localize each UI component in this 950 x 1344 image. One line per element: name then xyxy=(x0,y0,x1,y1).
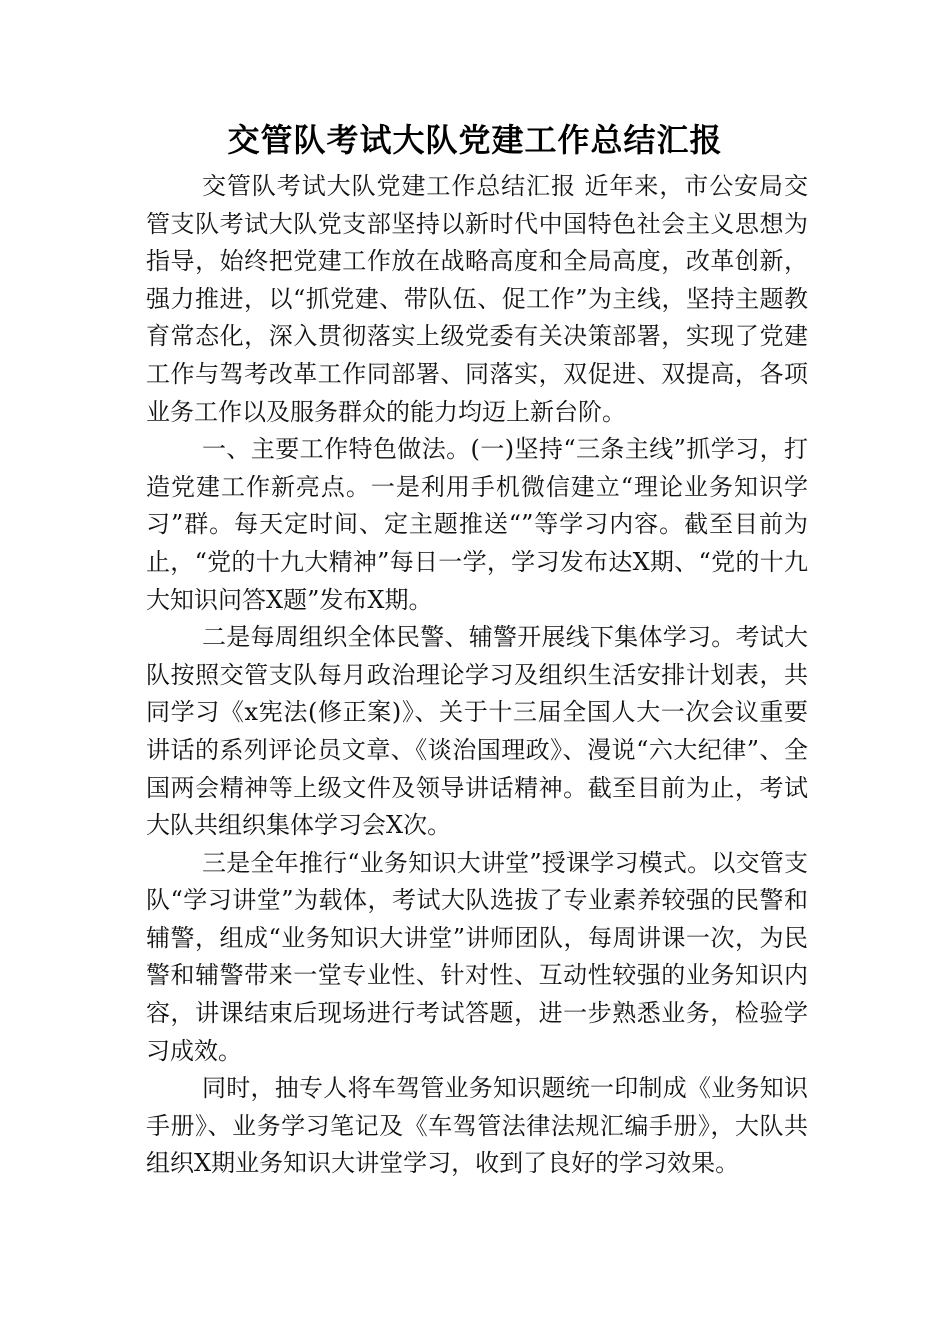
paragraph-weekly-study: 二是每周组织全体民警、辅警开展线下集体学习。考试大队按照交管支队每月政治理论学习及组织生活安排计划表，共同学习《x宪法(修正案)》、关于十三届全国人大一次会议重要讲话的系列评论员文章、《谈治国理政》、漫说“六大纪律”、全国两会精神等上级文件及领导讲话精神。截至目前为止，考试大队共组织集体学习会X次。 xyxy=(146,623,808,840)
paragraph-handbook: 同时，抽专人将车驾管业务知识题统一印制成《业务知识手册》、业务学习笔记及《车驾管法律法规汇编手册》，大队共组织X期业务知识大讲堂学习，收到了良好的学习效果。 xyxy=(146,1074,808,1178)
paragraph-section-one: 一、主要工作特色做法。(一)坚持“三条主线”抓学习，打造党建工作新亮点。一是利用手机微信建立“理论业务知识学习”群。每天定时间、定主题推送“”等学习内容。截至目前为止，“党的十九大精神”每日一学，学习发布达X期、“党的十九大知识问答X题”发布X期。 xyxy=(146,435,808,614)
document-title: 交管队考试大队党建工作总结汇报 xyxy=(227,121,723,159)
paragraph-intro: 交管队考试大队党建工作总结汇报 近年来，市公安局交管支队考试大队党支部坚持以新时代中国特色社会主义思想为指导，始终把党建工作放在战略高度和全局高度，改革创新，强力推进，以“抓党建、带队伍、促工作”为主线，坚持主题教育常态化，深入贯彻落实上级党委有关决策部署，实现了党建工作与驾考改革工作同部署、同落实，双促进、双提高，各项业务工作以及服务群众的能力均迈上新台阶。 xyxy=(146,172,808,426)
paragraph-lecture-hall: 三是全年推行“业务知识大讲堂”授课学习模式。以交管支队“学习讲堂”为载体，考试大队选拔了专业素养较强的民警和辅警，组成“业务知识大讲堂”讲师团队，每周讲课一次，为民警和辅警带来一堂专业性、针对性、互动性较强的业务知识内容，讲课结束后现场进行考试答题，进一步熟悉业务，检验学习成效。 xyxy=(146,848,808,1065)
document-body xyxy=(146,168,808,1183)
